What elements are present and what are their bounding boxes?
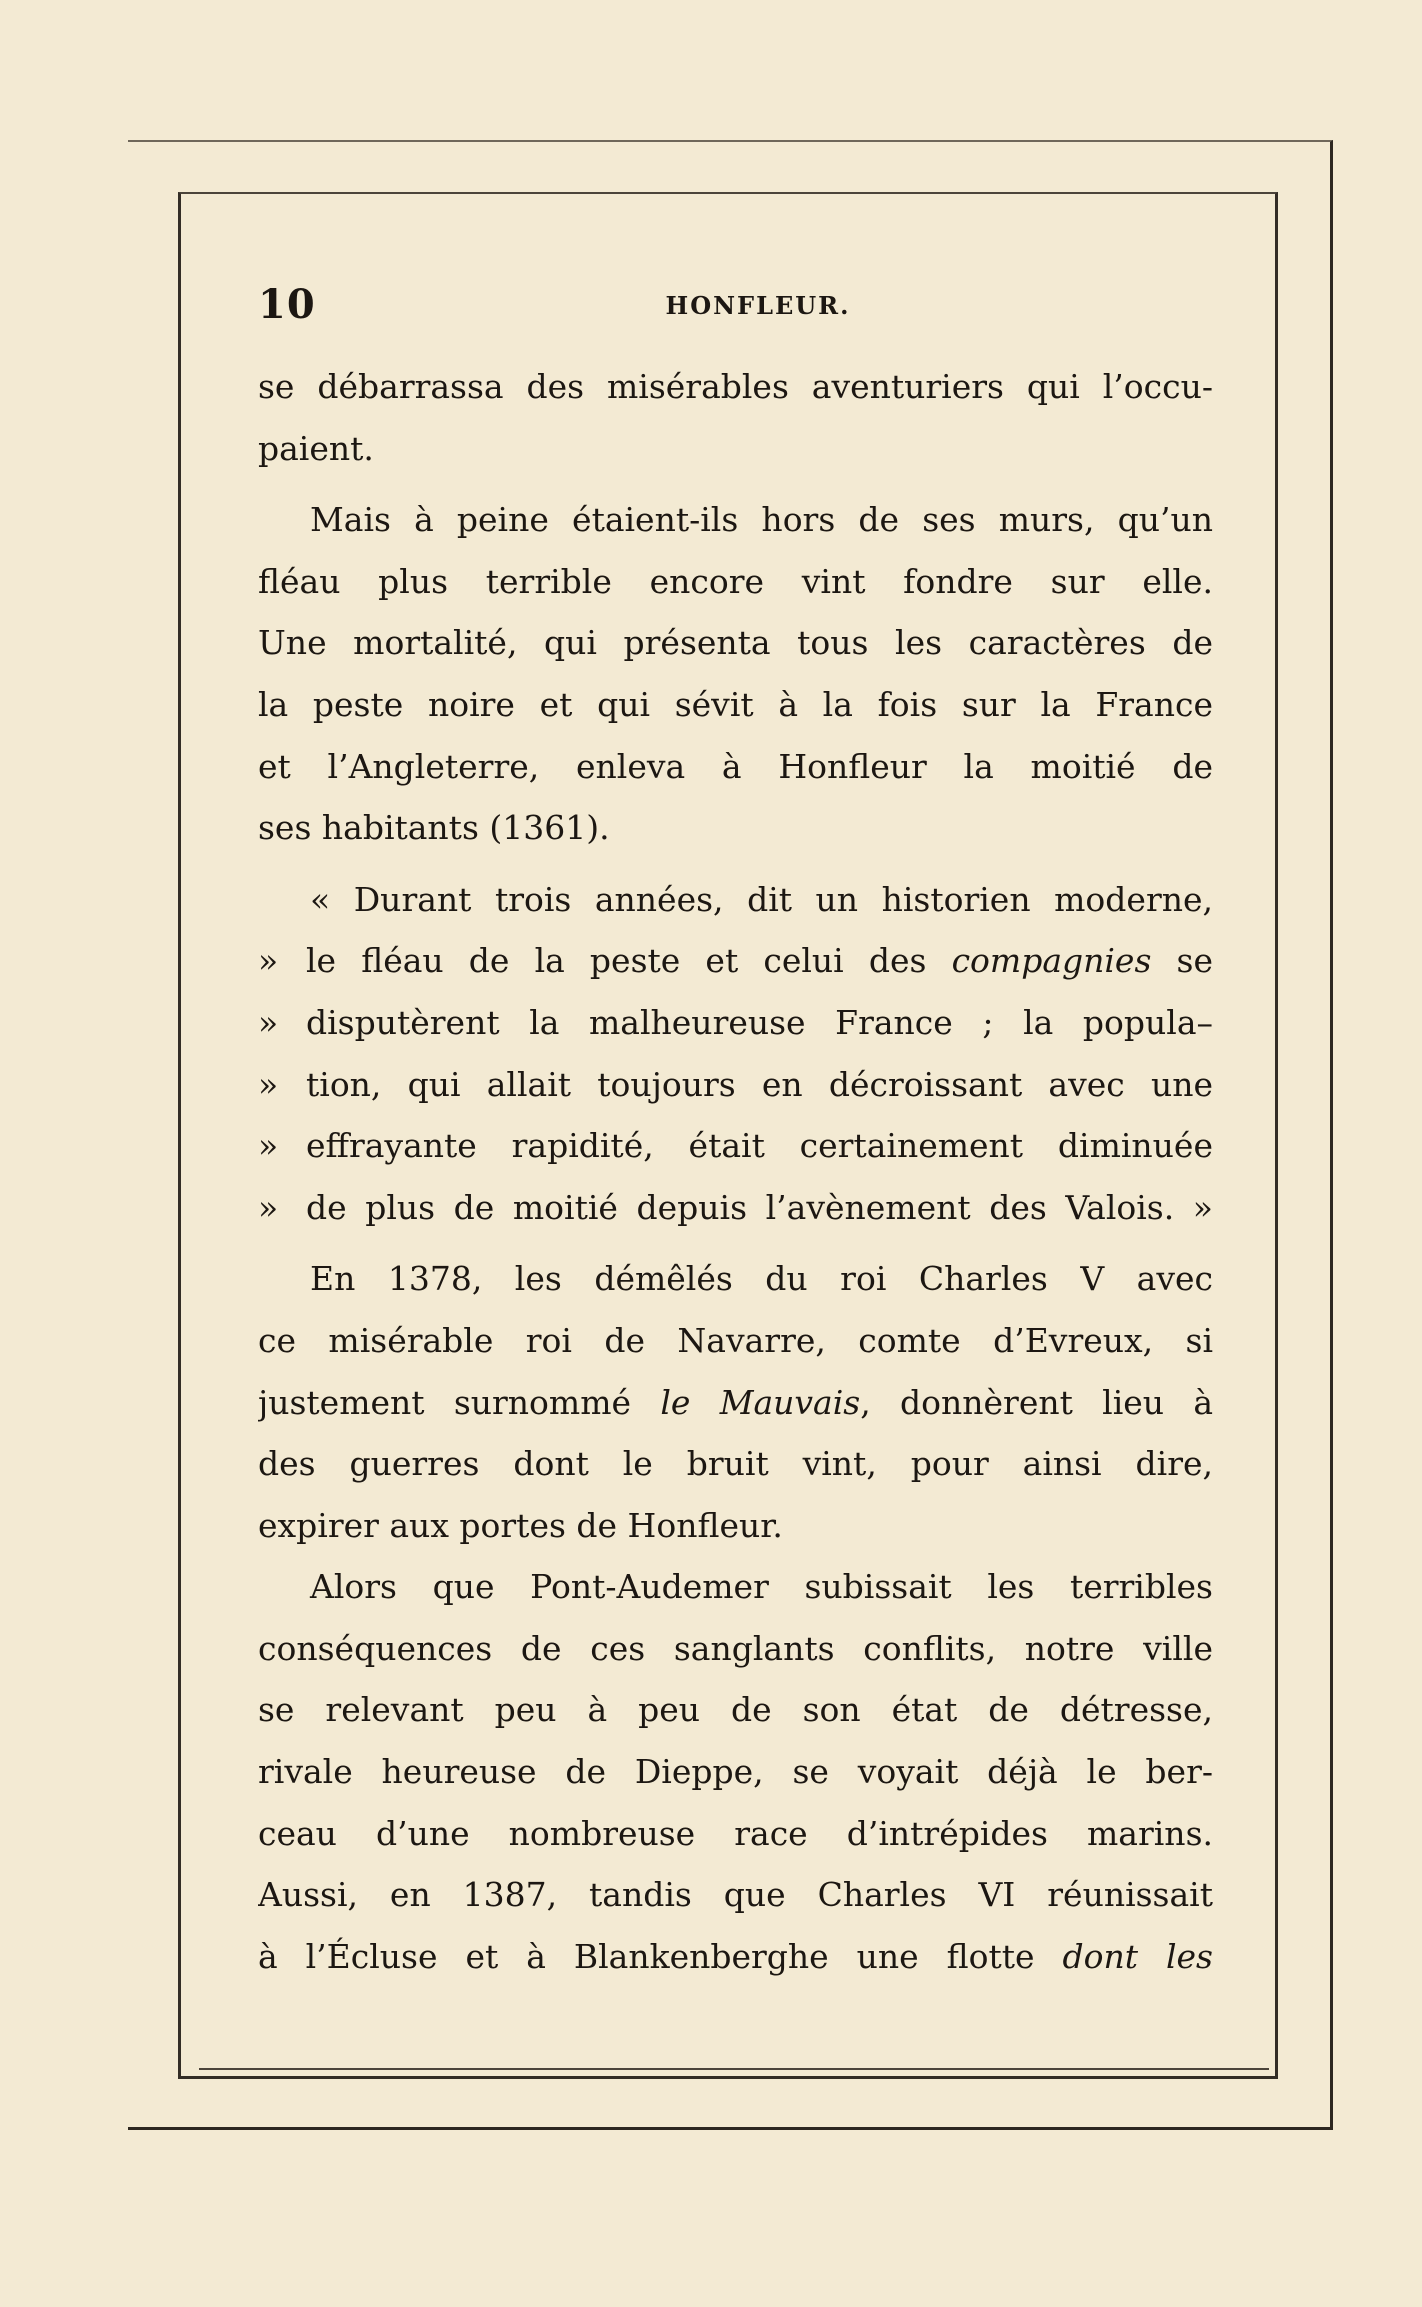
page-title: HONFLEUR. — [665, 291, 851, 320]
text-line: ce misérable roi de Navarre, comte d’Evreux, si — [258, 1320, 1213, 1360]
italic-word: dont les — [1062, 1936, 1213, 1976]
quotation-line — [258, 1177, 1213, 1239]
text-line: ceau d’une nombreuse race d’intrépides marins. — [258, 1813, 1213, 1853]
text-line: fléau plus terrible encore vint fondre sur elle. — [258, 561, 1213, 601]
line-segment: se — [1151, 941, 1213, 981]
quote-mark: » — [258, 1064, 279, 1104]
quote-mark: » — [258, 1187, 279, 1227]
text-line: rivale heureuse de Dieppe, se voyait déjà le ber- — [258, 1752, 1213, 1792]
line-segment: le fléau de la peste et celui des — [306, 941, 952, 981]
line-segment: de plus de moitié depuis l’avènement des Valois. » — [306, 1187, 1213, 1227]
text-line: Une mortalité, qui présenta tous les caractères de — [258, 623, 1213, 663]
line-segment: à l’Écluse et à Blankenberghe une flotte — [258, 1936, 1063, 1976]
quote-mark: » — [258, 1126, 279, 1166]
text-line — [258, 1372, 1213, 1434]
text-line: Aussi, en 1387, tandis que Charles VI réunissait — [258, 1875, 1213, 1915]
paragraph-start-line: Alors que Pont-Audemer subissait les terribles — [310, 1567, 1213, 1607]
italic-word: le Mauvais — [660, 1382, 861, 1422]
body-text — [258, 356, 1213, 1987]
text-line: conséquences de ces sanglants conflits, notre ville — [258, 1628, 1213, 1668]
text-line: et l’Angleterre, enleva à Honfleur la moitié de — [258, 746, 1213, 786]
quotation-start-line: « Durant trois années, dit un historien moderne, — [310, 879, 1213, 919]
line-segment: justement surnommé — [258, 1382, 661, 1422]
running-head — [258, 276, 1213, 334]
italic-word: compagnies — [951, 941, 1152, 981]
line-segment: tion, qui allait toujours en décroissant avec une — [306, 1064, 1213, 1104]
text-line: se débarrassa des misérables aventuriers qui l’occu- — [258, 367, 1213, 406]
quotation-line — [258, 992, 1213, 1054]
quote-mark: » — [258, 1002, 279, 1042]
quote-mark: » — [258, 941, 279, 981]
text-line: des guerres dont le bruit vint, pour ainsi dire, — [258, 1444, 1213, 1484]
page-number: 10 — [258, 281, 316, 328]
line-segment: , donnèrent lieu à — [860, 1382, 1213, 1422]
quotation-line — [258, 1054, 1213, 1116]
text-line — [258, 1926, 1213, 1988]
text-line: ses habitants (1361). — [258, 808, 610, 848]
line-segment: disputèrent la malheureuse France ; la popula– — [306, 1002, 1213, 1042]
quotation-line — [258, 1115, 1213, 1177]
text-line: paient. — [258, 428, 374, 468]
paragraph-start-line: En 1378, les démêlés du roi Charles V avec — [310, 1259, 1213, 1299]
line-segment: effrayante rapidité, était certainement diminuée — [306, 1126, 1213, 1166]
text-line: se relevant peu à peu de son état de détresse, — [258, 1690, 1213, 1730]
quotation-line — [258, 930, 1213, 992]
paragraph-start-line: Mais à peine étaient-ils hors de ses murs, qu’un — [310, 500, 1213, 540]
text-line: la peste noire et qui sévit à la fois sur la France — [258, 684, 1213, 724]
text-line: expirer aux portes de Honfleur. — [258, 1505, 783, 1545]
